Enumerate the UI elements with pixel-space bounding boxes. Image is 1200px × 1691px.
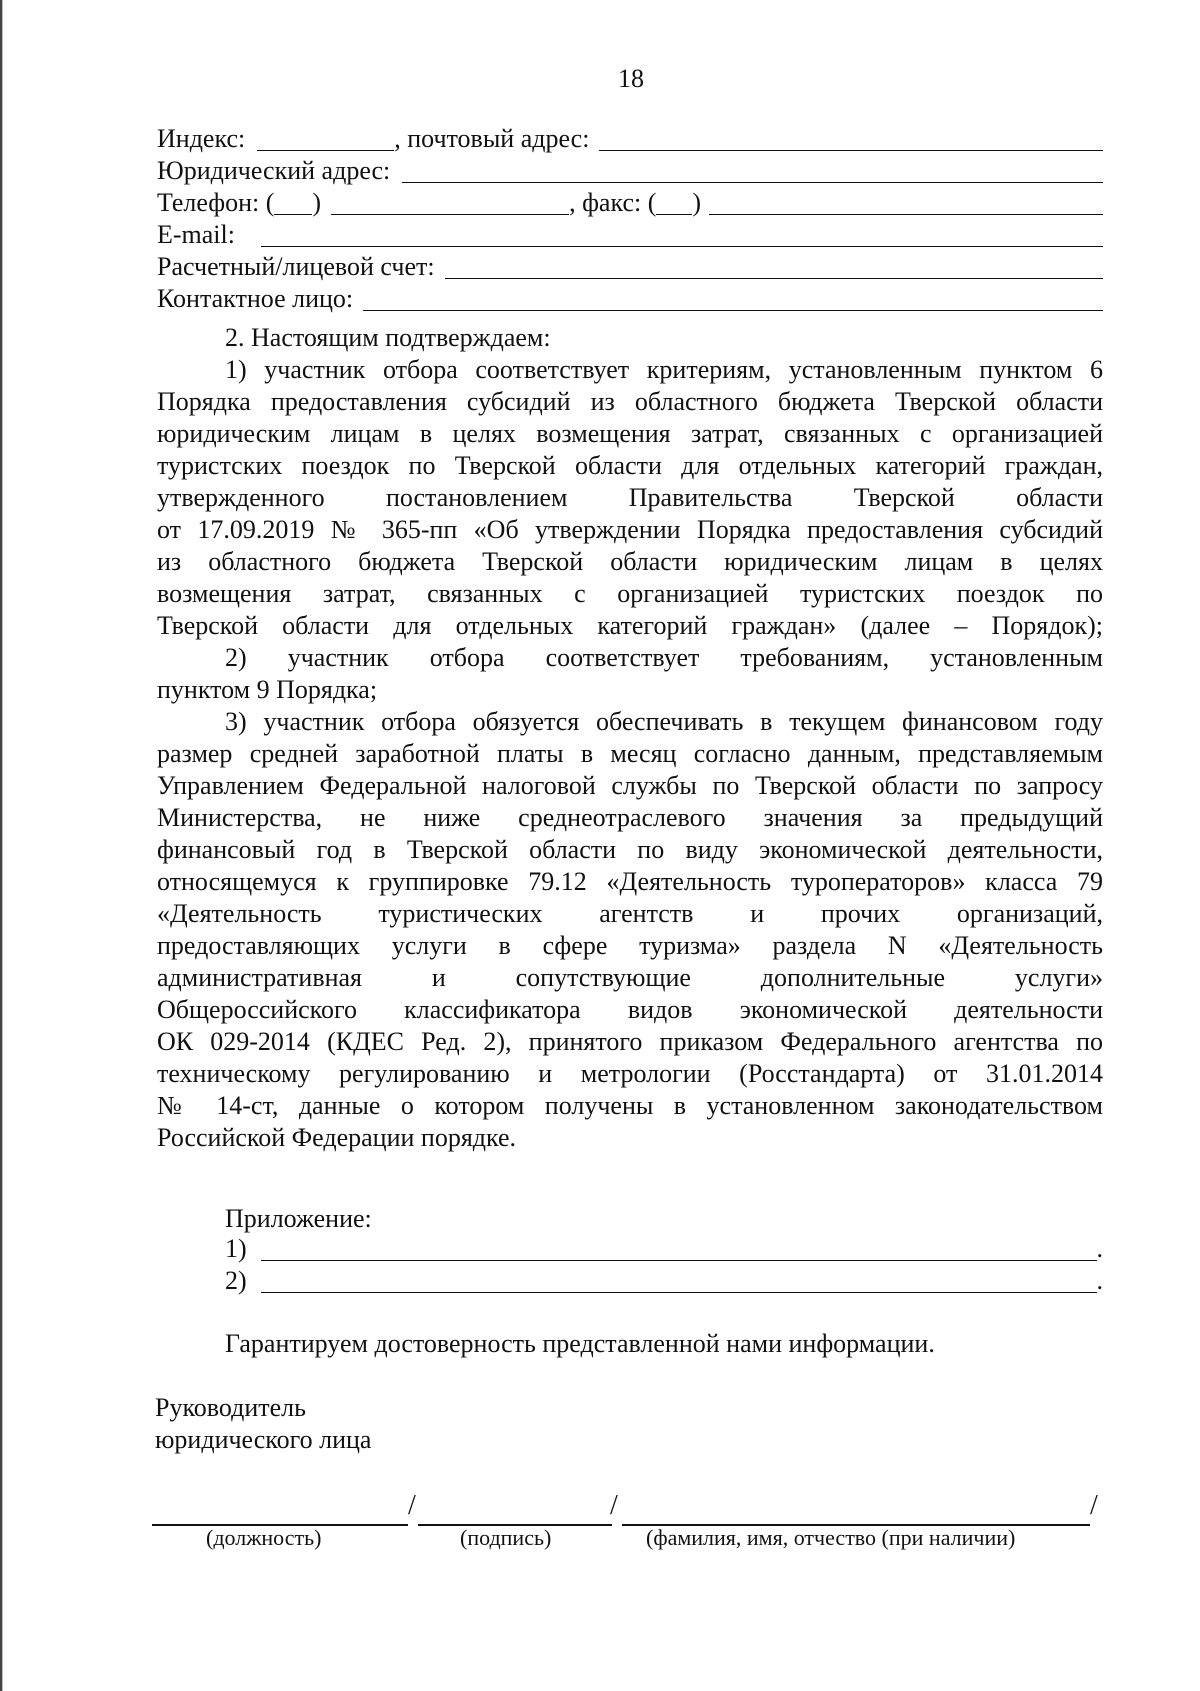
appendix-item-1-end: . (1096, 1234, 1103, 1263)
position-caption: (должность) (206, 1525, 322, 1550)
contact-label: Контактное лицо: (157, 284, 354, 313)
postal-address-blank (599, 126, 1103, 151)
paragraph-line: утвержденного постановлением Правительства Тверской области (157, 483, 1103, 512)
paragraph-line: финансовый год в Тверской области по виду экономической деятельности, (157, 835, 1103, 864)
signer-title-line-1: Руководитель (155, 1393, 306, 1422)
appendix-item-2-blank (261, 1268, 1097, 1293)
phone-number-blank (331, 190, 569, 215)
fax-code-blank (656, 190, 692, 215)
fax-label: , факс: ( (569, 188, 657, 217)
appendix-title: Приложение: (225, 1204, 372, 1233)
paragraph-line: 3) участник отбора обязуется обеспечивать в текущем финансовом году (225, 707, 1103, 736)
paragraph-line: 2) участник отбора соответствует требованиям, установленным (225, 643, 1103, 672)
paragraph-line: Тверской области для отдельных категорий граждан» (далее – Порядок); (157, 611, 1103, 640)
appendix-item-1-number: 1) (225, 1234, 247, 1263)
paragraph-line: «Деятельность туристических агентств и прочих организаций, (157, 899, 1103, 928)
appendix-item-2-number: 2) (225, 1266, 247, 1295)
paragraph-line: Общероссийского классификатора видов экономической деятельности (157, 995, 1103, 1024)
paragraph-line: техническому регулированию и метрологии (Росстандарта) от 31.01.2014 (157, 1059, 1103, 1088)
scan-edge-shadow (2, 0, 3, 1691)
paragraph-line: № 14-ст, данные о котором получены в установленном законодательством (157, 1091, 1103, 1120)
separator-slash: / (408, 1490, 416, 1521)
paragraph-line: 1) участник отбора соответствует критериям, установленным пунктом 6 (225, 355, 1103, 384)
index-blank (257, 126, 394, 151)
email-blank (261, 222, 1103, 247)
paragraph-line: административная и сопутствующие дополнительные услуги» (157, 963, 1103, 992)
paragraph-line: Порядка предоставления субсидий из областного бюджета Тверской области (157, 387, 1103, 416)
confirmation-item-3 (157, 706, 1103, 1154)
email-label: E-mail: (157, 220, 235, 249)
phone-label: Телефон: ( (157, 188, 275, 217)
paragraph-line: пунктом 9 Порядка; (157, 675, 378, 704)
account-row (157, 250, 1103, 282)
phone-code-close: ) (312, 188, 322, 217)
guarantee-statement: Гарантируем достоверность представленной нами информации. (225, 1329, 935, 1358)
account-label: Расчетный/лицевой счет: (157, 252, 435, 281)
fax-number-blank (709, 190, 1103, 215)
separator-slash: / (1090, 1490, 1098, 1521)
paragraph-line: от 17.09.2019 № 365-пп «Об утверждении Порядка предоставления субсидий (157, 515, 1103, 544)
page-number: 18 (618, 64, 644, 93)
paragraph-line: ОК 029-2014 (КДЕС Ред. 2), принятого приказом Федерального агентства по (157, 1027, 1103, 1056)
appendix-item-1 (225, 1232, 1103, 1264)
appendix-item-1-blank (261, 1236, 1097, 1261)
appendix-item-2 (225, 1264, 1103, 1296)
legal-address-label: Юридический адрес: (157, 156, 391, 185)
legal-address-row (157, 154, 1103, 186)
paragraph-line: Российской Федерации порядке. (157, 1123, 517, 1152)
contact-row (157, 282, 1103, 314)
email-row (157, 218, 1103, 250)
full-name-caption: (фамилия, имя, отчество (при наличии) (646, 1525, 1016, 1550)
signature-caption: (подпись) (460, 1525, 552, 1550)
section-2 (157, 322, 1103, 1154)
paragraph-line: туристских поездок по Тверской области для отдельных категорий граждан, (157, 451, 1103, 480)
confirmation-item-2 (157, 642, 1103, 706)
contact-blank (363, 286, 1103, 311)
appendix-item-2-end: . (1096, 1266, 1103, 1295)
account-blank (445, 254, 1103, 279)
paragraph-line: предоставляющих услуги в сфере туризма» раздела N «Деятельность (157, 931, 1103, 960)
paragraph-line: относящемуся к группировке 79.12 «Деятельность туроператоров» класса 79 (157, 867, 1103, 896)
separator-slash: / (610, 1490, 618, 1521)
signer-title-line-2: юридического лица (155, 1425, 372, 1454)
phone-code-blank (274, 190, 312, 215)
paragraph-line: Министерства, не ниже среднеотраслевого значения за предыдущий (157, 803, 1103, 832)
postal-address-label: , почтовый адрес: (394, 124, 590, 153)
index-row (157, 122, 1103, 154)
fax-code-close: ) (692, 188, 702, 217)
index-label: Индекс: (157, 124, 246, 153)
paragraph-line: возмещения затрат, связанных с организацией туристских поездок по (157, 579, 1103, 608)
legal-address-blank (402, 158, 1103, 183)
paragraph-line: Управлением Федеральной налоговой службы по Тверской области по запросу (157, 771, 1103, 800)
section-2-heading: 2. Настоящим подтверждаем: (225, 323, 551, 352)
paragraph-line: из областного бюджета Тверской области юридическим лицам в целях (157, 547, 1103, 576)
paragraph-line: размер средней заработной платы в месяц согласно данным, представляемым (157, 739, 1103, 768)
phone-fax-row (157, 186, 1103, 218)
confirmation-item-1 (157, 354, 1103, 642)
paragraph-line: юридическим лицам в целях возмещения затрат, связанных с организацией (157, 419, 1103, 448)
